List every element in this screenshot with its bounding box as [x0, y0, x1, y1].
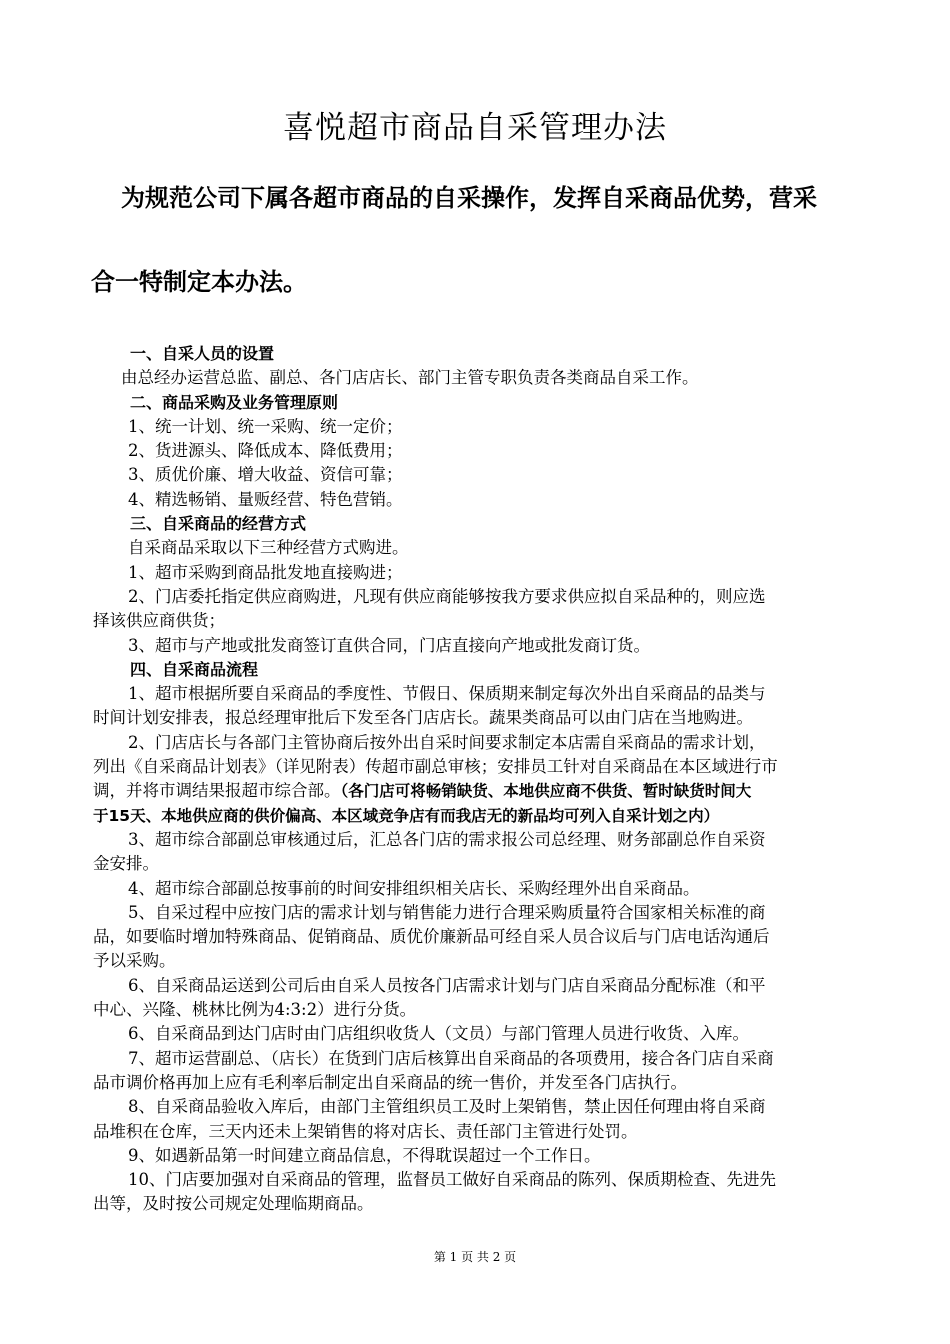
paragraph: 1、超市根据所要自采商品的季度性、节假日、保质期来制定每次外出自采商品的品类与 — [128, 684, 766, 704]
emphasis-text: （各门店可将畅销缺货、本地供应商不供货、暂时缺货时间大 — [340, 782, 752, 801]
list-item-continued: 择该供应商供货； — [93, 611, 225, 631]
emphasis-text: 于15天、本地供应商的供价偏高、本区域竞争店有而我店无的新品均可列入自采计划之内） — [93, 806, 720, 825]
section-heading: 二、商品采购及业务管理原则 — [130, 392, 339, 412]
document-body — [93, 342, 863, 1217]
section-heading: 四、自采商品流程 — [130, 659, 259, 679]
paragraph: 8、自采商品验收入库后，由部门主管组织员工及时上架销售，禁止因任何理由将自采商 — [128, 1097, 766, 1117]
intro-text-line-2: 合一特制定本办法。 — [91, 268, 307, 296]
list-item: 3、质优价廉、增大收益、资信可靠； — [128, 465, 403, 485]
paragraph-continued: 品堆积在仓库，三天内还未上架销售的将对店长、责任部门主管进行处罚。 — [93, 1121, 638, 1141]
paragraph-continued: 中心、兴隆、桃林比例为4:3:2）进行分货。 — [93, 1000, 417, 1020]
intro-text-line-1: 为规范公司下属各超市商品的自采操作，发挥自采商品优势，营采 — [121, 184, 817, 212]
paragraph: 7、超市运营副总、（店长）在货到门店后核算出自采商品的各项费用，接合各门店自采商 — [128, 1048, 774, 1068]
list-item: 3、超市与产地或批发商签订直供合同，门店直接向产地或批发商订货。 — [128, 635, 650, 655]
paragraph-continued: 列出《自采商品计划表》（详见附表）传超市副总审核；安排员工针对自采商品在本区域进行市 — [93, 757, 778, 777]
paragraph: 10、门店要加强对自采商品的管理，监督员工做好自采商品的陈列、保质期检查、先进先 — [128, 1170, 776, 1190]
paragraph: 6、自采商品运送到公司后由自采人员按各门店需求计划与门店自采商品分配标准（和平 — [128, 975, 766, 995]
paragraph: 9、如遇新品第一时间建立商品信息，不得耽误超过一个工作日。 — [128, 1145, 601, 1165]
paragraph-continued: 品，如要临时增加特殊商品、促销商品、质优价廉新品可经自采人员合议后与门店电话沟通后 — [93, 927, 770, 947]
paragraph: 5、自采过程中应按门店的需求计划与销售能力进行合理采购质量符合国家相关标准的商 — [128, 902, 766, 922]
paragraph-text: 调，并将市调结果报超市综合部。 — [93, 781, 341, 801]
list-item: 4、精选畅销、量贩经营、特色营销。 — [128, 489, 403, 509]
list-item: 2、货进源头、降低成本、降低费用； — [128, 441, 403, 461]
list-item: 1、超市采购到商品批发地直接购进； — [128, 562, 403, 582]
paragraph: 2、门店店长与各部门主管协商后按外出自采时间要求制定本店需自采商品的需求计划， — [128, 732, 766, 752]
paragraph-continued: 品市调价格再加上应有毛利率后制定出自采商品的统一售价，并发至各门店执行。 — [93, 1072, 687, 1092]
list-item: 2、门店委托指定供应商购进，凡现有供应商能够按我方要求供应拟自采品种的，则应选 — [128, 586, 766, 606]
paragraph-continued: 予以采购。 — [93, 951, 176, 971]
section-heading: 三、自采商品的经营方式 — [130, 514, 307, 534]
paragraph: 3、超市综合部副总审核通过后，汇总各门店的需求报公司总经理、财务部副总作自采资 — [128, 829, 766, 849]
paragraph: 4、超市综合部副总按事前的时间安排组织相关店长、采购经理外出自采商品。 — [128, 878, 700, 898]
paragraph-continued: 金安排。 — [93, 854, 159, 874]
paragraph: 由总经办运营总监、副总、各门店店长、部门主管专职负责各类商品自采工作。 — [121, 368, 699, 388]
paragraph: 自采商品采取以下三种经营方式购进。 — [128, 538, 409, 558]
paragraph: 6、自采商品到达门店时由门店组织收货人（文员）与部门管理人员进行收货、入库。 — [128, 1024, 749, 1044]
paragraph-continued: 出等，及时按公司规定处理临期商品。 — [93, 1194, 374, 1214]
document-title: 喜悦超市商品自采管理办法 — [283, 110, 667, 146]
page-number: 第 1 页 共 2 页 — [433, 1250, 517, 1264]
section-heading: 一、自采人员的设置 — [130, 344, 275, 363]
paragraph-continued: 时间计划安排表，报总经理审批后下发至各门店店长。蔬果类商品可以由门店在当地购进。 — [93, 708, 753, 728]
list-item: 1、统一计划、统一采购、统一定价； — [128, 416, 403, 436]
paragraph-continued — [93, 779, 863, 803]
